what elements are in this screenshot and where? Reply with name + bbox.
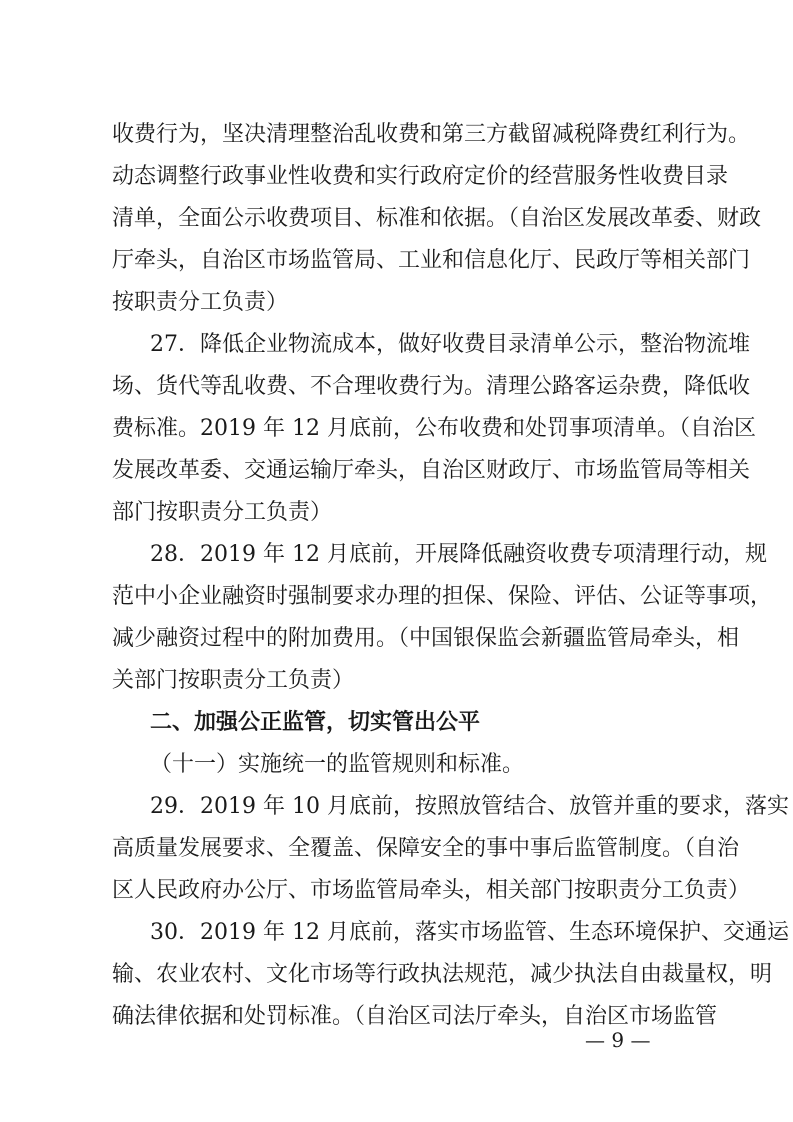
- body-line: 收费行为，坚决清理整治乱收费和第三方截留减税降费红利行为。: [112, 122, 751, 147]
- body-line: 发展改革委、交通运输厅牵头，自治区财政厅、市场监管局等相关: [112, 458, 751, 483]
- body-line: 输、农业农村、文化市场等行政执法规范，减少执法自由裁量权，明: [112, 962, 773, 987]
- paragraph-28-start: 28．2019 年 12 月底前，开展降低融资收费专项清理行动，规: [150, 542, 767, 567]
- body-line: 场、货代等乱收费、不合理收费行为。清理公路客运杂费，降低收: [112, 374, 751, 399]
- body-line: 厅牵头，自治区市场监管局、工业和信息化厅、民政厅等相关部门: [112, 248, 751, 273]
- body-line: 区人民政府办公厅、市场监管局牵头，相关部门按职责分工负责）: [112, 878, 751, 903]
- paragraph-30-start: 30．2019 年 12 月底前，落实市场监管、生态环境保护、交通运: [150, 920, 789, 945]
- paragraph-29-start: 29．2019 年 10 月底前，按照放管结合、放管并重的要求，落实: [150, 794, 789, 819]
- body-line: 确法律依据和处罚标准。（自治区司法厅牵头，自治区市场监管: [112, 1004, 718, 1029]
- body-line: 费标准。2019 年 12 月底前，公布收费和处罚事项清单。（自治区: [112, 416, 756, 441]
- body-line: 范中小企业融资时强制要求办理的担保、保险、评估、公证等事项，: [112, 584, 773, 609]
- subsection-heading: （十一）实施统一的监管规则和标准。: [150, 752, 525, 777]
- body-line: 按职责分工负责）: [112, 290, 289, 315]
- body-line: 关部门按职责分工负责）: [112, 668, 355, 693]
- body-line: 减少融资过程中的附加费用。（中国银保监会新疆监管局牵头，相: [112, 626, 740, 651]
- paragraph-27-start: 27．降低企业物流成本，做好收费目录清单公示，整治物流堆: [150, 332, 750, 357]
- body-line: 动态调整行政事业性收费和实行政府定价的经营服务性收费目录: [112, 164, 729, 189]
- body-line: 高质量发展要求、全覆盖、保障安全的事中事后监管制度。（自治: [112, 836, 740, 861]
- page-number: — 9 —: [585, 1028, 651, 1052]
- body-line: 清单，全面公示收费项目、标准和依据。（自治区发展改革委、财政: [112, 206, 762, 231]
- section-heading: 二、加强公正监管，切实管出公平: [150, 710, 481, 735]
- body-line: 部门按职责分工负责）: [112, 500, 333, 525]
